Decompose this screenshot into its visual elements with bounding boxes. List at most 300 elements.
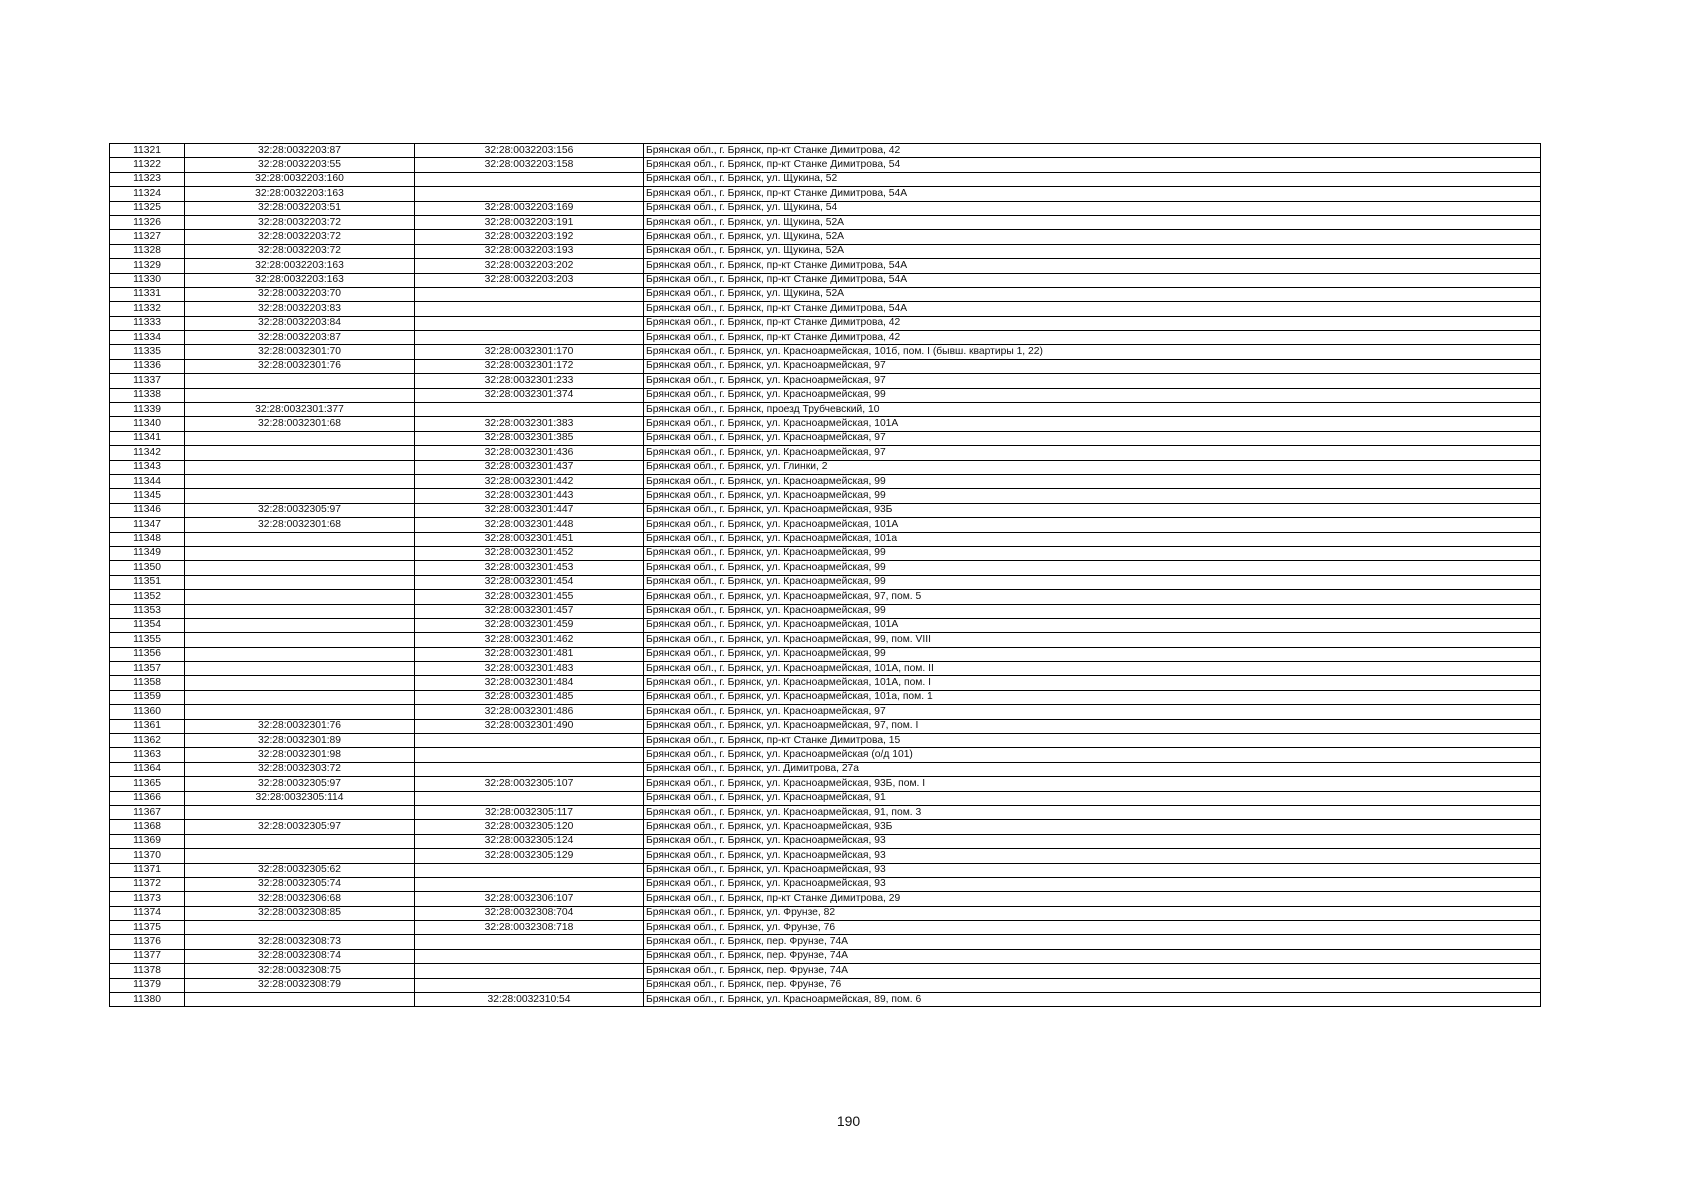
- table-row: [110, 777, 1541, 791]
- row-number-cell: 11367: [110, 805, 185, 819]
- address-cell: Брянская обл., г. Брянск, пр-кт Станке Димитрова, 15: [644, 734, 1541, 748]
- cadastral-number-cell: 32:28:0032203:83: [185, 302, 415, 316]
- address-cell: Брянская обл., г. Брянск, ул. Красноармейская, 99: [644, 647, 1541, 661]
- related-cadastral-number-cell: 32:28:0032301:385: [415, 431, 644, 445]
- cadastral-number-cell: 32:28:0032305:74: [185, 877, 415, 891]
- related-cadastral-number-cell: [415, 172, 644, 186]
- related-cadastral-number-cell: 32:28:0032301:170: [415, 345, 644, 359]
- address-cell: Брянская обл., г. Брянск, ул. Щукина, 54: [644, 201, 1541, 215]
- row-number-cell: 11366: [110, 791, 185, 805]
- page-number: 190: [836, 1113, 861, 1129]
- address-cell: Брянская обл., г. Брянск, ул. Красноармейская, 93: [644, 863, 1541, 877]
- cadastral-number-cell: 32:28:0032308:79: [185, 978, 415, 992]
- row-number-cell: 11332: [110, 302, 185, 316]
- cadastral-number-cell: [185, 590, 415, 604]
- address-cell: Брянская обл., г. Брянск, ул. Красноармейская, 91: [644, 791, 1541, 805]
- row-number-cell: 11359: [110, 690, 185, 704]
- cadastral-number-cell: [185, 546, 415, 560]
- related-cadastral-number-cell: 32:28:0032305:129: [415, 849, 644, 863]
- table-row: [110, 273, 1541, 287]
- table-row: [110, 978, 1541, 992]
- cadastral-number-cell: [185, 575, 415, 589]
- row-number-cell: 11339: [110, 403, 185, 417]
- row-number-cell: 11363: [110, 748, 185, 762]
- address-cell: Брянская обл., г. Брянск, ул. Щукина, 52: [644, 172, 1541, 186]
- cadastral-number-cell: 32:28:0032203:163: [185, 187, 415, 201]
- address-cell: Брянская обл., г. Брянск, проезд Трубчевский, 10: [644, 403, 1541, 417]
- cadastral-number-cell: 32:28:0032308:85: [185, 906, 415, 920]
- cadastral-number-cell: [185, 676, 415, 690]
- table-row: [110, 964, 1541, 978]
- address-cell: Брянская обл., г. Брянск, ул. Щукина, 52А: [644, 215, 1541, 229]
- cadastral-number-cell: [185, 604, 415, 618]
- row-number-cell: 11349: [110, 546, 185, 560]
- row-number-cell: 11358: [110, 676, 185, 690]
- row-number-cell: 11333: [110, 316, 185, 330]
- address-cell: Брянская обл., г. Брянск, ул. Красноармейская, 93Б, пом. I: [644, 777, 1541, 791]
- table-row: [110, 215, 1541, 229]
- cadastral-number-cell: 32:28:0032306:68: [185, 892, 415, 906]
- related-cadastral-number-cell: [415, 949, 644, 963]
- related-cadastral-number-cell: [415, 978, 644, 992]
- row-number-cell: 11354: [110, 618, 185, 632]
- table-row: [110, 906, 1541, 920]
- address-cell: Брянская обл., г. Брянск, пер. Фрунзе, 74А: [644, 949, 1541, 963]
- table-row: [110, 877, 1541, 891]
- row-number-cell: 11350: [110, 561, 185, 575]
- related-cadastral-number-cell: [415, 964, 644, 978]
- cadastral-number-cell: 32:28:0032203:55: [185, 158, 415, 172]
- address-cell: Брянская обл., г. Брянск, ул. Красноармейская, 101А: [644, 518, 1541, 532]
- cadastral-number-cell: 32:28:0032203:51: [185, 201, 415, 215]
- table-row: [110, 676, 1541, 690]
- table-row: [110, 446, 1541, 460]
- related-cadastral-number-cell: [415, 302, 644, 316]
- address-cell: Брянская обл., г. Брянск, ул. Красноармейская, 93: [644, 849, 1541, 863]
- cadastral-number-cell: [185, 647, 415, 661]
- row-number-cell: 11348: [110, 532, 185, 546]
- cadastral-number-cell: 32:28:0032308:74: [185, 949, 415, 963]
- row-number-cell: 11342: [110, 446, 185, 460]
- address-cell: Брянская обл., г. Брянск, ул. Фрунзе, 76: [644, 921, 1541, 935]
- related-cadastral-number-cell: 32:28:0032306:107: [415, 892, 644, 906]
- address-cell: Брянская обл., г. Брянск, ул. Красноармейская, 97: [644, 431, 1541, 445]
- cadastral-number-cell: [185, 921, 415, 935]
- cadastral-number-cell: 32:28:0032301:98: [185, 748, 415, 762]
- cadastral-number-cell: [185, 849, 415, 863]
- cadastral-number-cell: 32:28:0032301:377: [185, 403, 415, 417]
- table-row: [110, 359, 1541, 373]
- related-cadastral-number-cell: 32:28:0032301:448: [415, 518, 644, 532]
- table-row: [110, 172, 1541, 186]
- related-cadastral-number-cell: 32:28:0032301:490: [415, 719, 644, 733]
- row-number-cell: 11370: [110, 849, 185, 863]
- cadastral-number-cell: [185, 633, 415, 647]
- related-cadastral-number-cell: 32:28:0032301:486: [415, 705, 644, 719]
- cadastral-number-cell: 32:28:0032308:73: [185, 935, 415, 949]
- table-row: [110, 259, 1541, 273]
- row-number-cell: 11323: [110, 172, 185, 186]
- cadastral-number-cell: 32:28:0032301:68: [185, 518, 415, 532]
- address-cell: Брянская обл., г. Брянск, ул. Красноармейская, 97, пом. I: [644, 719, 1541, 733]
- table-row: [110, 949, 1541, 963]
- cadastral-number-cell: 32:28:0032308:75: [185, 964, 415, 978]
- row-number-cell: 11346: [110, 503, 185, 517]
- address-cell: Брянская обл., г. Брянск, ул. Красноармейская, 97, пом. 5: [644, 590, 1541, 604]
- row-number-cell: 11322: [110, 158, 185, 172]
- cadastral-number-cell: [185, 705, 415, 719]
- row-number-cell: 11376: [110, 935, 185, 949]
- related-cadastral-number-cell: [415, 734, 644, 748]
- row-number-cell: 11357: [110, 662, 185, 676]
- cadastral-number-cell: 32:28:0032305:97: [185, 777, 415, 791]
- address-cell: Брянская обл., г. Брянск, пер. Фрунзе, 74А: [644, 935, 1541, 949]
- registry-table-body: [110, 144, 1541, 1007]
- table-row: [110, 374, 1541, 388]
- table-row: [110, 201, 1541, 215]
- table-row: [110, 863, 1541, 877]
- row-number-cell: 11325: [110, 201, 185, 215]
- related-cadastral-number-cell: [415, 748, 644, 762]
- related-cadastral-number-cell: 32:28:0032305:120: [415, 820, 644, 834]
- related-cadastral-number-cell: [415, 863, 644, 877]
- address-cell: Брянская обл., г. Брянск, ул. Красноармейская, 99: [644, 474, 1541, 488]
- address-cell: Брянская обл., г. Брянск, ул. Красноармейская, 99: [644, 489, 1541, 503]
- table-row: [110, 345, 1541, 359]
- address-cell: Брянская обл., г. Брянск, ул. Красноармейская, 93Б: [644, 503, 1541, 517]
- table-row: [110, 417, 1541, 431]
- address-cell: Брянская обл., г. Брянск, ул. Красноармейская, 101А: [644, 417, 1541, 431]
- cadastral-number-cell: 32:28:0032203:87: [185, 331, 415, 345]
- table-row: [110, 618, 1541, 632]
- table-row: [110, 546, 1541, 560]
- address-cell: Брянская обл., г. Брянск, ул. Красноармейская (о/д 101): [644, 748, 1541, 762]
- address-cell: Брянская обл., г. Брянск, ул. Красноармейская, 99: [644, 546, 1541, 560]
- table-row: [110, 158, 1541, 172]
- related-cadastral-number-cell: 32:28:0032203:169: [415, 201, 644, 215]
- row-number-cell: 11372: [110, 877, 185, 891]
- cadastral-number-cell: 32:28:0032301:68: [185, 417, 415, 431]
- cadastral-number-cell: [185, 805, 415, 819]
- address-cell: Брянская обл., г. Брянск, ул. Красноармейская, 93: [644, 877, 1541, 891]
- cadastral-number-cell: [185, 374, 415, 388]
- related-cadastral-number-cell: [415, 877, 644, 891]
- cadastral-number-cell: 32:28:0032203:163: [185, 259, 415, 273]
- address-cell: Брянская обл., г. Брянск, ул. Красноармейская, 101б, пом. I (бывш. квартиры 1, 22): [644, 345, 1541, 359]
- row-number-cell: 11328: [110, 244, 185, 258]
- address-cell: Брянская обл., г. Брянск, ул. Красноармейская, 99: [644, 561, 1541, 575]
- cadastral-number-cell: 32:28:0032305:97: [185, 503, 415, 517]
- related-cadastral-number-cell: [415, 791, 644, 805]
- related-cadastral-number-cell: 32:28:0032203:203: [415, 273, 644, 287]
- table-row: [110, 144, 1541, 158]
- related-cadastral-number-cell: 32:28:0032308:718: [415, 921, 644, 935]
- address-cell: Брянская обл., г. Брянск, пр-кт Станке Димитрова, 54: [644, 158, 1541, 172]
- address-cell: Брянская обл., г. Брянск, пр-кт Станке Димитрова, 42: [644, 316, 1541, 330]
- row-number-cell: 11329: [110, 259, 185, 273]
- table-row: [110, 805, 1541, 819]
- address-cell: Брянская обл., г. Брянск, ул. Красноармейская, 93Б: [644, 820, 1541, 834]
- address-cell: Брянская обл., г. Брянск, ул. Фрунзе, 82: [644, 906, 1541, 920]
- related-cadastral-number-cell: 32:28:0032301:383: [415, 417, 644, 431]
- cadastral-number-cell: 32:28:0032301:70: [185, 345, 415, 359]
- related-cadastral-number-cell: 32:28:0032203:193: [415, 244, 644, 258]
- cadastral-number-cell: 32:28:0032203:72: [185, 230, 415, 244]
- related-cadastral-number-cell: 32:28:0032301:451: [415, 532, 644, 546]
- address-cell: Брянская обл., г. Брянск, ул. Глинки, 2: [644, 460, 1541, 474]
- row-number-cell: 11335: [110, 345, 185, 359]
- related-cadastral-number-cell: 32:28:0032305:124: [415, 834, 644, 848]
- address-cell: Брянская обл., г. Брянск, пр-кт Станке Димитрова, 29: [644, 892, 1541, 906]
- row-number-cell: 11380: [110, 993, 185, 1007]
- table-row: [110, 575, 1541, 589]
- related-cadastral-number-cell: 32:28:0032305:117: [415, 805, 644, 819]
- address-cell: Брянская обл., г. Брянск, пр-кт Станке Димитрова, 54А: [644, 187, 1541, 201]
- table-row: [110, 834, 1541, 848]
- cadastral-number-cell: 32:28:0032301:76: [185, 359, 415, 373]
- related-cadastral-number-cell: 32:28:0032301:233: [415, 374, 644, 388]
- table-row: [110, 647, 1541, 661]
- cadastral-number-cell: [185, 474, 415, 488]
- table-row: [110, 388, 1541, 402]
- table-row: [110, 244, 1541, 258]
- table-row: [110, 460, 1541, 474]
- row-number-cell: 11373: [110, 892, 185, 906]
- row-number-cell: 11369: [110, 834, 185, 848]
- related-cadastral-number-cell: 32:28:0032301:442: [415, 474, 644, 488]
- related-cadastral-number-cell: 32:28:0032301:453: [415, 561, 644, 575]
- table-row: [110, 331, 1541, 345]
- related-cadastral-number-cell: 32:28:0032301:454: [415, 575, 644, 589]
- related-cadastral-number-cell: 32:28:0032203:156: [415, 144, 644, 158]
- related-cadastral-number-cell: [415, 762, 644, 776]
- cadastral-number-cell: [185, 431, 415, 445]
- related-cadastral-number-cell: 32:28:0032308:704: [415, 906, 644, 920]
- address-cell: Брянская обл., г. Брянск, ул. Щукина, 52А: [644, 244, 1541, 258]
- related-cadastral-number-cell: 32:28:0032301:484: [415, 676, 644, 690]
- table-row: [110, 287, 1541, 301]
- related-cadastral-number-cell: 32:28:0032305:107: [415, 777, 644, 791]
- row-number-cell: 11361: [110, 719, 185, 733]
- cadastral-number-cell: 32:28:0032203:70: [185, 287, 415, 301]
- table-row: [110, 474, 1541, 488]
- table-row: [110, 734, 1541, 748]
- address-cell: Брянская обл., г. Брянск, ул. Красноармейская, 99: [644, 575, 1541, 589]
- related-cadastral-number-cell: [415, 316, 644, 330]
- address-cell: Брянская обл., г. Брянск, ул. Красноармейская, 101а, пом. 1: [644, 690, 1541, 704]
- row-number-cell: 11337: [110, 374, 185, 388]
- table-row: [110, 431, 1541, 445]
- address-cell: Брянская обл., г. Брянск, ул. Красноармейская, 97: [644, 359, 1541, 373]
- address-cell: Брянская обл., г. Брянск, ул. Красноармейская, 97: [644, 705, 1541, 719]
- table-row: [110, 820, 1541, 834]
- address-cell: Брянская обл., г. Брянск, ул. Красноармейская, 91, пом. 3: [644, 805, 1541, 819]
- related-cadastral-number-cell: 32:28:0032301:455: [415, 590, 644, 604]
- row-number-cell: 11321: [110, 144, 185, 158]
- cadastral-number-cell: 32:28:0032305:97: [185, 820, 415, 834]
- table-row: [110, 302, 1541, 316]
- cadastral-number-cell: [185, 690, 415, 704]
- row-number-cell: 11379: [110, 978, 185, 992]
- row-number-cell: 11347: [110, 518, 185, 532]
- table-row: [110, 748, 1541, 762]
- cadastral-number-cell: 32:28:0032203:84: [185, 316, 415, 330]
- address-cell: Брянская обл., г. Брянск, ул. Красноармейская, 101а: [644, 532, 1541, 546]
- address-cell: Брянская обл., г. Брянск, ул. Красноармейская, 97: [644, 446, 1541, 460]
- address-cell: Брянская обл., г. Брянск, ул. Красноармейская, 93: [644, 834, 1541, 848]
- table-row: [110, 590, 1541, 604]
- related-cadastral-number-cell: 32:28:0032301:481: [415, 647, 644, 661]
- address-cell: Брянская обл., г. Брянск, пр-кт Станке Димитрова, 54А: [644, 302, 1541, 316]
- row-number-cell: 11371: [110, 863, 185, 877]
- address-cell: Брянская обл., г. Брянск, ул. Красноармейская, 99: [644, 604, 1541, 618]
- related-cadastral-number-cell: 32:28:0032301:457: [415, 604, 644, 618]
- cadastral-number-cell: 32:28:0032305:62: [185, 863, 415, 877]
- cadastral-number-cell: 32:28:0032301:76: [185, 719, 415, 733]
- table-row: [110, 921, 1541, 935]
- cadastral-number-cell: 32:28:0032203:72: [185, 244, 415, 258]
- row-number-cell: 11345: [110, 489, 185, 503]
- cadastral-number-cell: 32:28:0032305:114: [185, 791, 415, 805]
- table-row: [110, 604, 1541, 618]
- row-number-cell: 11377: [110, 949, 185, 963]
- cadastral-number-cell: [185, 532, 415, 546]
- address-cell: Брянская обл., г. Брянск, пр-кт Станке Димитрова, 42: [644, 331, 1541, 345]
- row-number-cell: 11374: [110, 906, 185, 920]
- address-cell: Брянская обл., г. Брянск, ул. Красноармейская, 101А, пом. I: [644, 676, 1541, 690]
- table-row: [110, 316, 1541, 330]
- related-cadastral-number-cell: 32:28:0032301:447: [415, 503, 644, 517]
- table-row: [110, 230, 1541, 244]
- cadastral-number-cell: [185, 993, 415, 1007]
- table-row: [110, 532, 1541, 546]
- row-number-cell: 11365: [110, 777, 185, 791]
- table-row: [110, 187, 1541, 201]
- row-number-cell: 11334: [110, 331, 185, 345]
- table-row: [110, 892, 1541, 906]
- cadastral-number-cell: 32:28:0032203:163: [185, 273, 415, 287]
- row-number-cell: 11364: [110, 762, 185, 776]
- row-number-cell: 11340: [110, 417, 185, 431]
- row-number-cell: 11330: [110, 273, 185, 287]
- address-cell: Брянская обл., г. Брянск, пр-кт Станке Димитрова, 54А: [644, 259, 1541, 273]
- address-cell: Брянская обл., г. Брянск, пр-кт Станке Димитрова, 54А: [644, 273, 1541, 287]
- table-row: [110, 633, 1541, 647]
- cadastral-number-cell: 32:28:0032203:72: [185, 215, 415, 229]
- cadastral-number-cell: 32:28:0032303:72: [185, 762, 415, 776]
- address-cell: Брянская обл., г. Брянск, ул. Димитрова, 27а: [644, 762, 1541, 776]
- table-row: [110, 489, 1541, 503]
- table-row: [110, 561, 1541, 575]
- table-row: [110, 762, 1541, 776]
- related-cadastral-number-cell: 32:28:0032301:436: [415, 446, 644, 460]
- cadastral-number-cell: [185, 662, 415, 676]
- row-number-cell: 11368: [110, 820, 185, 834]
- row-number-cell: 11356: [110, 647, 185, 661]
- cadastral-number-cell: [185, 561, 415, 575]
- related-cadastral-number-cell: 32:28:0032310:54: [415, 993, 644, 1007]
- table-row: [110, 503, 1541, 517]
- row-number-cell: 11378: [110, 964, 185, 978]
- table-row: [110, 993, 1541, 1007]
- cadastral-number-cell: 32:28:0032203:160: [185, 172, 415, 186]
- cadastral-number-cell: [185, 834, 415, 848]
- address-cell: Брянская обл., г. Брянск, ул. Щукина, 52А: [644, 230, 1541, 244]
- row-number-cell: 11338: [110, 388, 185, 402]
- related-cadastral-number-cell: [415, 331, 644, 345]
- related-cadastral-number-cell: 32:28:0032301:462: [415, 633, 644, 647]
- related-cadastral-number-cell: 32:28:0032301:452: [415, 546, 644, 560]
- table-row: [110, 705, 1541, 719]
- row-number-cell: 11341: [110, 431, 185, 445]
- row-number-cell: 11344: [110, 474, 185, 488]
- table-row: [110, 518, 1541, 532]
- related-cadastral-number-cell: 32:28:0032203:158: [415, 158, 644, 172]
- cadastral-number-cell: 32:28:0032203:87: [185, 144, 415, 158]
- related-cadastral-number-cell: 32:28:0032301:443: [415, 489, 644, 503]
- address-cell: Брянская обл., г. Брянск, ул. Щукина, 52А: [644, 287, 1541, 301]
- registry-table: [109, 143, 1541, 1007]
- related-cadastral-number-cell: 32:28:0032203:192: [415, 230, 644, 244]
- cadastral-number-cell: 32:28:0032301:89: [185, 734, 415, 748]
- address-cell: Брянская обл., г. Брянск, ул. Красноармейская, 99: [644, 388, 1541, 402]
- table-row: [110, 403, 1541, 417]
- table-row: [110, 849, 1541, 863]
- address-cell: Брянская обл., г. Брянск, ул. Красноармейская, 101А: [644, 618, 1541, 632]
- cadastral-number-cell: [185, 446, 415, 460]
- related-cadastral-number-cell: 32:28:0032203:202: [415, 259, 644, 273]
- cadastral-number-cell: [185, 388, 415, 402]
- address-cell: Брянская обл., г. Брянск, ул. Красноармейская, 89, пом. 6: [644, 993, 1541, 1007]
- row-number-cell: 11351: [110, 575, 185, 589]
- address-cell: Брянская обл., г. Брянск, пер. Фрунзе, 76: [644, 978, 1541, 992]
- related-cadastral-number-cell: 32:28:0032301:172: [415, 359, 644, 373]
- related-cadastral-number-cell: [415, 403, 644, 417]
- related-cadastral-number-cell: 32:28:0032301:459: [415, 618, 644, 632]
- related-cadastral-number-cell: [415, 187, 644, 201]
- related-cadastral-number-cell: 32:28:0032301:483: [415, 662, 644, 676]
- address-cell: Брянская обл., г. Брянск, ул. Красноармейская, 101А, пом. II: [644, 662, 1541, 676]
- row-number-cell: 11355: [110, 633, 185, 647]
- row-number-cell: 11331: [110, 287, 185, 301]
- related-cadastral-number-cell: 32:28:0032301:374: [415, 388, 644, 402]
- table-row: [110, 662, 1541, 676]
- table-row: [110, 935, 1541, 949]
- table-row: [110, 719, 1541, 733]
- related-cadastral-number-cell: 32:28:0032301:485: [415, 690, 644, 704]
- cadastral-number-cell: [185, 460, 415, 474]
- related-cadastral-number-cell: 32:28:0032301:437: [415, 460, 644, 474]
- cadastral-number-cell: [185, 489, 415, 503]
- address-cell: Брянская обл., г. Брянск, ул. Красноармейская, 99, пом. VIII: [644, 633, 1541, 647]
- related-cadastral-number-cell: [415, 935, 644, 949]
- cadastral-number-cell: [185, 618, 415, 632]
- address-cell: Брянская обл., г. Брянск, пр-кт Станке Димитрова, 42: [644, 144, 1541, 158]
- row-number-cell: 11336: [110, 359, 185, 373]
- row-number-cell: 11352: [110, 590, 185, 604]
- row-number-cell: 11326: [110, 215, 185, 229]
- row-number-cell: 11360: [110, 705, 185, 719]
- related-cadastral-number-cell: 32:28:0032203:191: [415, 215, 644, 229]
- row-number-cell: 11353: [110, 604, 185, 618]
- related-cadastral-number-cell: [415, 287, 644, 301]
- address-cell: Брянская обл., г. Брянск, ул. Красноармейская, 97: [644, 374, 1541, 388]
- row-number-cell: 11375: [110, 921, 185, 935]
- table-row: [110, 690, 1541, 704]
- row-number-cell: 11362: [110, 734, 185, 748]
- row-number-cell: 11343: [110, 460, 185, 474]
- row-number-cell: 11324: [110, 187, 185, 201]
